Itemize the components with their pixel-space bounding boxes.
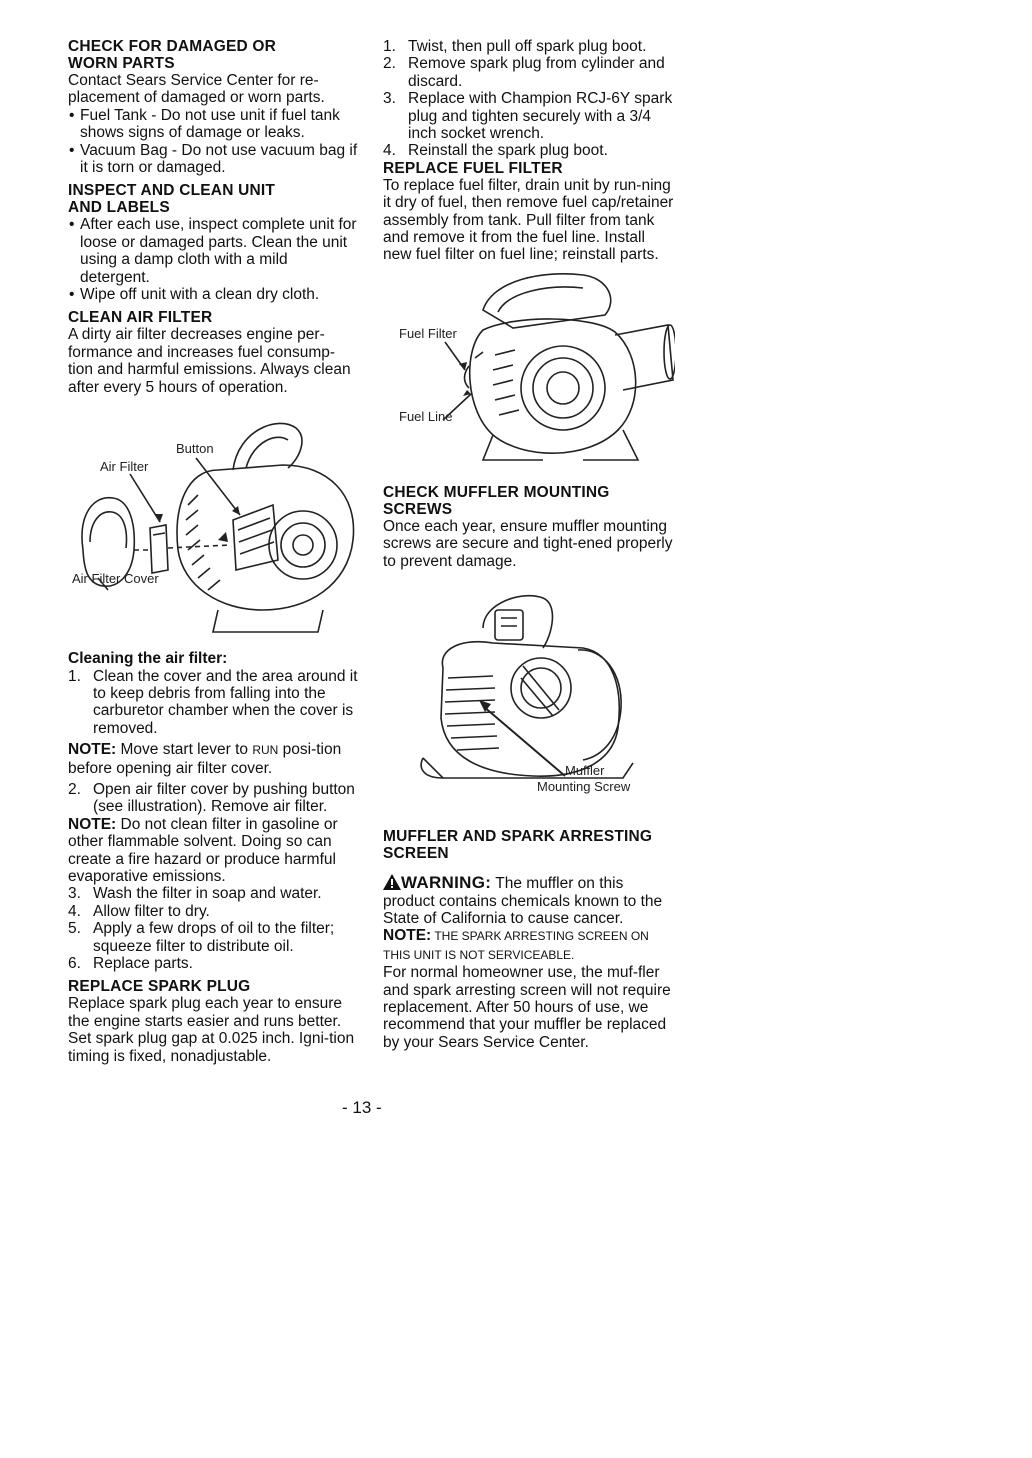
inspect-clean-list bbox=[68, 216, 360, 303]
note-no-gasoline: NOTE: Do not clean filter in gasoline or other flammable solvent. Doing so can create a fire hazard or produce harmful evaporative emissions. bbox=[68, 815, 338, 885]
warning-label: WARNING: bbox=[401, 873, 492, 893]
check-damaged-list bbox=[68, 107, 360, 177]
section-title-muffler-spark-screen: MUFFLER AND SPARK ARRESTING SCREEN bbox=[383, 828, 653, 863]
replace-fuel-filter-body: To replace fuel filter, drain unit by run-ning it dry of fuel, then remove fuel cap/retainer assembly from tank. Pull filter from tank and remove it from the fuel line. Install new fuel filter on fuel line; reinstall parts. bbox=[383, 176, 674, 264]
blower-air-filter-illustration bbox=[68, 410, 360, 642]
muffler-body: For normal homeowner use, the muf-fler and spark arresting screen will not require replacement. After 50 hours of use, we recommend that your muffler be replaced by your Sears Service Center. bbox=[383, 964, 671, 1051]
fuel-filter-figure bbox=[383, 270, 675, 468]
label-muffler: Muffler bbox=[565, 763, 605, 779]
list-item: • Fuel Tank - Do not use unit if fuel tank shows signs of damage or leaks. bbox=[68, 107, 360, 142]
list-item: 4. Allow filter to dry. bbox=[68, 902, 210, 920]
engine-muffler-illustration bbox=[383, 588, 675, 814]
section-title-check-muffler: CHECK MUFFLER MOUNTING SCREWS bbox=[383, 483, 610, 518]
cleaning-steps-c bbox=[68, 885, 360, 972]
cleaning-steps-b bbox=[68, 781, 360, 816]
list-item: • Wipe off unit with a clean dry cloth. bbox=[68, 286, 360, 303]
label-mounting-screw: Mounting Screw bbox=[537, 779, 631, 795]
cleaning-steps-a bbox=[68, 668, 360, 738]
note-run-lever: NOTE: Move start lever to RUN posi-tion before opening air filter cover. bbox=[68, 741, 342, 777]
page-number: - 13 - bbox=[342, 1098, 382, 1117]
warning-paragraph: WARNING: The muffler on this product contains chemicals known to the State of California to cause cancer. bbox=[383, 873, 663, 927]
list-item: 5. Apply a few drops of oil to the filter; squeeze filter to distribute oil. bbox=[68, 920, 335, 955]
label-fuel-line: Fuel Line bbox=[399, 408, 453, 424]
list-item: 1. Clean the cover and the area around it to keep debris from falling into the carburetor chamber when the cover is removed. bbox=[68, 667, 358, 737]
list-item: • After each use, inspect complete unit for loose or damaged parts. Clean the unit using a damp cloth with a mild detergent. bbox=[68, 216, 360, 286]
warning-triangle-icon bbox=[383, 874, 401, 890]
list-item: 3. Replace with Champion RCJ-6Y spark plug and tighten securely with a 3/4 inch socket wrench. bbox=[383, 90, 673, 143]
list-item: 4. Reinstall the spark plug boot. bbox=[383, 142, 608, 160]
section-title-replace-spark-plug: REPLACE SPARK PLUG bbox=[68, 978, 251, 996]
cleaning-heading: Cleaning the air filter: bbox=[68, 650, 228, 668]
blower-fuel-filter-illustration bbox=[383, 270, 675, 468]
list-item: 1. Twist, then pull off spark plug boot. bbox=[383, 38, 647, 55]
section-title-check-damaged: CHECK FOR DAMAGED OR WORN PARTS bbox=[68, 38, 277, 72]
left-column bbox=[68, 38, 360, 1065]
air-filter-figure bbox=[68, 410, 360, 642]
list-item: 3. Wash the filter in soap and water. bbox=[68, 885, 322, 903]
list-item: 6. Replace parts. bbox=[68, 955, 193, 972]
list-item: • Vacuum Bag - Do not use vacuum bag if it is torn or damaged. bbox=[68, 142, 360, 177]
list-item: 2. Remove spark plug from cylinder and discard. bbox=[383, 55, 665, 90]
label-air-filter-cover: Air Filter Cover bbox=[72, 571, 159, 587]
right-column bbox=[383, 38, 675, 1051]
list-item: 2. Open air filter cover by pushing button (see illustration). Remove air filter. bbox=[68, 780, 355, 816]
spark-plug-steps bbox=[383, 38, 675, 160]
section-title-inspect-clean: INSPECT AND CLEAN UNIT AND LABELS bbox=[68, 182, 276, 217]
label-button: Button bbox=[176, 441, 214, 457]
clean-air-filter-body: A dirty air filter decreases engine per-formance and increases fuel consump-tion and harmful emissions. Always clean after every 5 hours of operation. bbox=[68, 326, 351, 396]
check-damaged-intro: Contact Sears Service Center for re-placement of damaged or worn parts. bbox=[68, 72, 325, 107]
note-spark-screen: NOTE: THE SPARK ARRESTING SCREEN ON THIS UNIT IS NOT SERVICEABLE. bbox=[383, 927, 649, 962]
label-air-filter: Air Filter bbox=[100, 459, 149, 475]
section-title-clean-air-filter: CLEAN AIR FILTER bbox=[68, 309, 213, 327]
replace-spark-plug-body: Replace spark plug each year to ensure the engine starts easier and runs better. Set spark plug gap at 0.025 inch. Igni-tion timing is fixed, nonadjustable. bbox=[68, 995, 355, 1065]
muffler-figure bbox=[383, 588, 675, 814]
check-muffler-body: Once each year, ensure muffler mounting screws are secure and tight-ened properly to prevent damage. bbox=[383, 517, 673, 570]
section-title-replace-fuel-filter: REPLACE FUEL FILTER bbox=[383, 159, 563, 177]
label-fuel-filter: Fuel Filter bbox=[399, 325, 457, 341]
